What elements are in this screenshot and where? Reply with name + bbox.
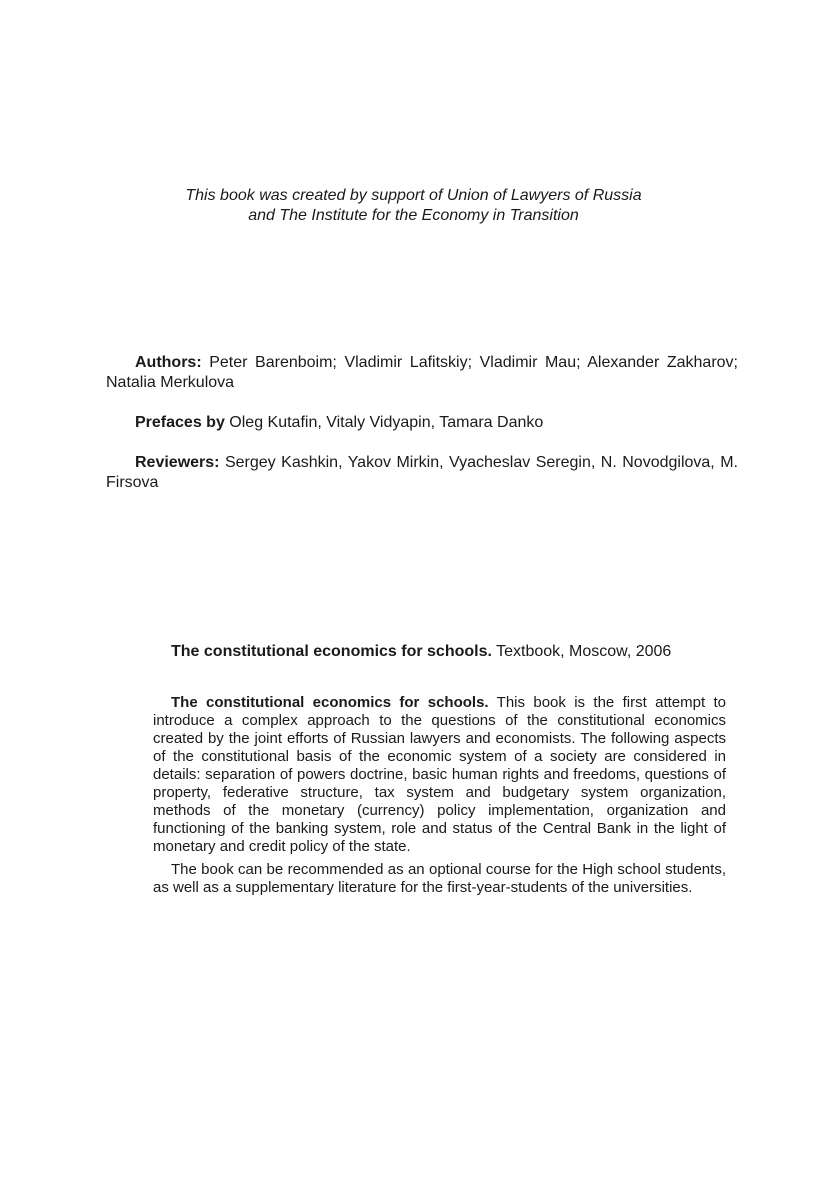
- abstract-paragraph-1: [153, 694, 726, 856]
- abstract-text-2: The book can be recommended as an optional course for the High school students, as well as a supplementary literature for the first-year-students of the universities.: [153, 861, 726, 896]
- credits-block: [106, 353, 738, 513]
- authors-label: Authors:: [135, 354, 202, 371]
- reviewers-label: Reviewers:: [135, 454, 220, 471]
- reviewers-paragraph: [106, 453, 738, 493]
- authors-text: Peter Barenboim; Vladimir Lafitskiy; Vladimir Mau; Alexander Zakharov; Natalia Merkulova: [106, 354, 738, 391]
- reviewers-text: Sergey Kashkin, Yakov Mirkin, Vyacheslav Seregin, N. Novodgilova, M. Firsova: [106, 454, 738, 491]
- support-note: [0, 186, 827, 226]
- bibliographic-title: The constitutional economics for schools.: [171, 643, 492, 660]
- abstract-block: [153, 694, 726, 902]
- prefaces-paragraph: [106, 413, 738, 433]
- abstract-paragraph-2: [153, 861, 726, 897]
- bibliographic-details: Textbook, Moscow, 2006: [496, 643, 672, 660]
- support-note-line-1: This book was created by support of Union of Lawyers of Russia: [185, 187, 642, 204]
- bibliographic-line: [171, 642, 771, 662]
- prefaces-text: Oleg Kutafin, Vitaly Vidyapin, Tamara Danko: [229, 414, 544, 431]
- abstract-title: The constitutional economics for schools.: [171, 694, 489, 711]
- prefaces-label: Prefaces by: [135, 414, 225, 431]
- support-note-line-2: and The Institute for the Economy in Transition: [248, 207, 579, 224]
- abstract-text-1: This book is the first attempt to introduce a complex approach to the questions of the constitutional economics created by the joint efforts of Russian lawyers and economists. The following aspects of the constitutional basis of the economic system of a society are considered in details: separation of powers doctrine, basic human rights and freedoms, questions of property, federative structure, tax system and budgetary system organization, methods of the monetary (currency) policy implementation, organization and functioning of the banking system, role and status of the Central Bank in the light of monetary and credit policy of the state.: [153, 694, 726, 855]
- authors-paragraph: [106, 353, 738, 393]
